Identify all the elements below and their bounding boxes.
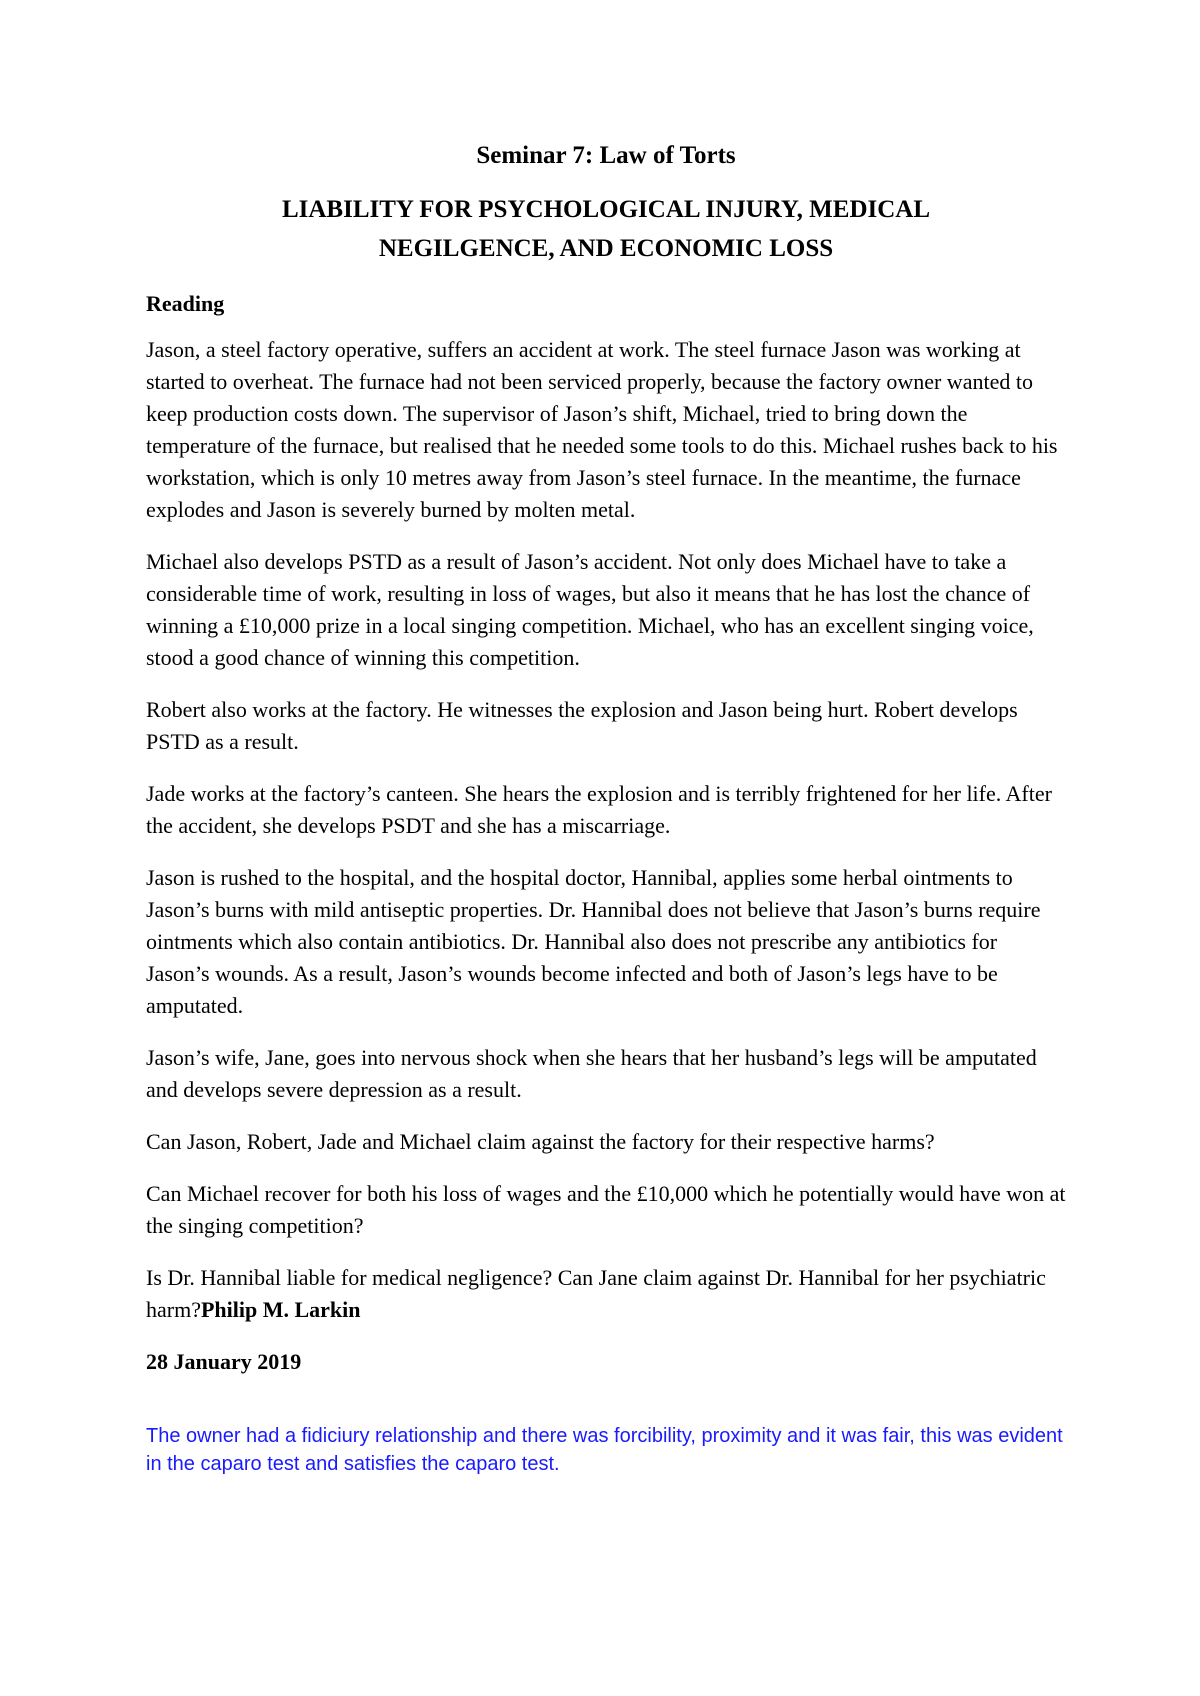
- author-name: Philip M. Larkin: [200, 1297, 361, 1322]
- paragraph-jade: Jade works at the factory’s canteen. She hears the explosion and is terribly frightened for her life. After the accident, she develops PSDT and she has a miscarriage.: [146, 781, 1052, 838]
- paragraph-scenario: Jason, a steel factory operative, suffers an accident at work. The steel furnace Jason was working at started to overheat. The furnace had not been serviced properly, because the factory owner wanted to keep production costs down. The supervisor of Jason’s shift, Michael, tried to bring down the temperature of the furnace, but realised that he needed some tools to do this. Michael rushes back to his workstation, which is only 10 metres away from Jason’s steel furnace. In the meantime, the furnace explodes and Jason is severely burned by molten metal.: [146, 337, 1058, 522]
- main-title-line-1: LIABILITY FOR PSYCHOLOGICAL INJURY, MEDICAL: [281, 196, 931, 223]
- paragraph-michael: Michael also develops PSTD as a result of Jason’s accident. Not only does Michael have to take a considerable time of work, resulting in loss of wages, but also it means that he has lost the chance of winning a £10,000 prize in a local singing competition. Michael, who has an excellent singing voice, stood a good chance of winning this competition.: [146, 549, 1034, 670]
- main-title: [146, 190, 1066, 268]
- question-medical-negligence-text: Is Dr. Hannibal liable for medical negligence? Can Jane claim against Dr. Hannibal for her psychiatric harm?: [146, 1265, 1046, 1322]
- question-claims: Can Jason, Robert, Jade and Michael claim against the factory for their respective harms?: [146, 1129, 935, 1154]
- document-page: [146, 140, 1066, 1478]
- document-date: 28 January 2019: [146, 1349, 302, 1374]
- paragraph-jane: Jason’s wife, Jane, goes into nervous shock when she hears that her husband’s legs will be amputated and develops severe depression as a result.: [146, 1045, 1037, 1102]
- question-michael-recovery: Can Michael recover for both his loss of wages and the £10,000 which he potentially would have won at the singing competition?: [146, 1181, 1066, 1238]
- question-medical-negligence: [146, 1262, 1066, 1326]
- main-title-line-2: NEGILGENCE, AND ECONOMIC LOSS: [378, 235, 834, 262]
- paragraph-robert: Robert also works at the factory. He witnesses the explosion and Jason being hurt. Robert develops PSTD as a result.: [146, 697, 1018, 754]
- seminar-title: Seminar 7: Law of Torts: [476, 142, 736, 169]
- section-heading-reading: Reading: [146, 291, 225, 316]
- annotation-note: The owner had a fidiciury relationship and there was forcibility, proximity and it was fair, this was evident in the caparo test and satisfies the caparo test.: [146, 1425, 1063, 1475]
- paragraph-hospital: Jason is rushed to the hospital, and the hospital doctor, Hannibal, applies some herbal ointments to Jason’s burns with mild antiseptic properties. Dr. Hannibal does not believe that Jason’s burns require ointments which also contain antibiotics. Dr. Hannibal also does not prescribe any antibiotics for Jason’s wounds. As a result, Jason’s wounds become infected and both of Jason’s legs have to be amputated.: [146, 865, 1041, 1018]
